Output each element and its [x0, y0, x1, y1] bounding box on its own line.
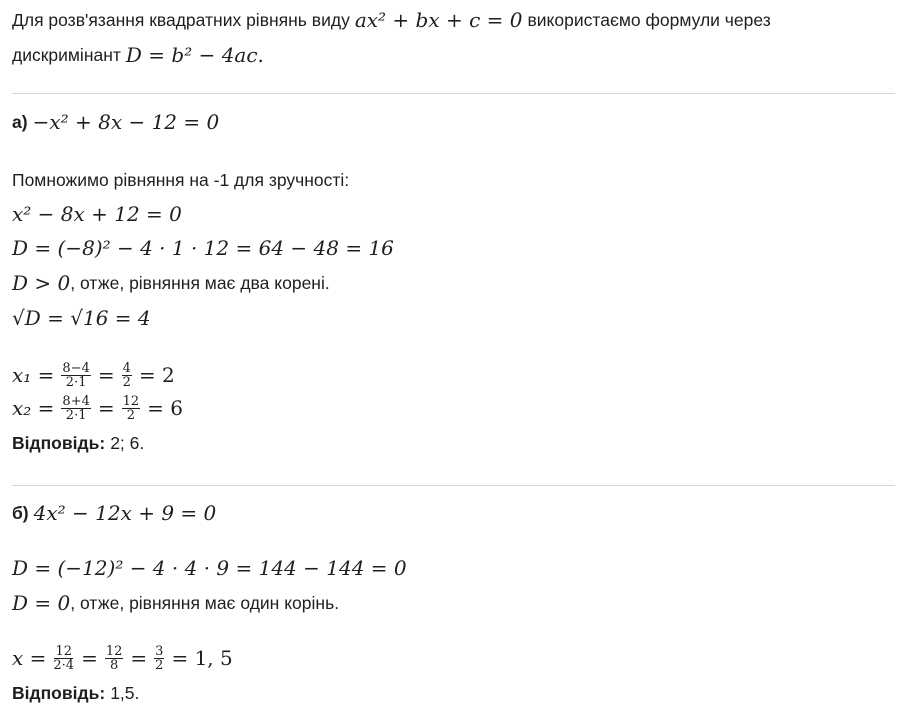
- note: [12, 165, 349, 195]
- root-x2: [12, 393, 183, 423]
- fraction: $\frac{3}{2}$: [155, 643, 164, 673]
- intro-line-1: [12, 5, 771, 35]
- part-b-header: [12, 498, 216, 528]
- intro-text: використаємо формули через: [527, 9, 771, 30]
- equals: =: [97, 363, 115, 387]
- answer-b: [12, 678, 139, 708]
- root-label: x₁ =: [12, 363, 55, 387]
- fraction: $\frac{12}{2\cdot 4}$: [53, 643, 75, 673]
- intro-line-2: [12, 40, 264, 70]
- answer-label: Відповідь:: [12, 682, 106, 703]
- intro-text: Для розв'язання квадратних рівнянь виду: [12, 9, 350, 30]
- condition-text: , отже, рівняння має один корінь.: [70, 592, 340, 613]
- condition: D = 0: [12, 591, 71, 615]
- fraction: $\frac{12}{8}$: [105, 643, 123, 673]
- equals: =: [97, 396, 115, 420]
- fraction: $\frac{8+4}{2\cdot 1}$: [62, 393, 90, 423]
- sqrt-line: [12, 303, 151, 333]
- equals: =: [130, 646, 148, 670]
- discriminant: D = (−8)² − 4 · 1 · 12 = 64 − 48 = 16: [12, 236, 394, 260]
- root-x1: [12, 360, 175, 390]
- sqrt-discriminant: √D = √16 = 4: [12, 306, 151, 330]
- root-x: [12, 643, 233, 673]
- fraction: $\frac{4}{2}$: [122, 360, 131, 390]
- equation: −x² + 8x − 12 = 0: [32, 110, 220, 134]
- condition-text: , отже, рівняння має два корені.: [70, 272, 330, 293]
- root-label: x =: [12, 646, 47, 670]
- divider: [12, 93, 895, 94]
- divider: [12, 485, 895, 486]
- discriminant: D = (−12)² − 4 · 4 · 9 = 144 − 144 = 0: [12, 556, 407, 580]
- part-label: б): [12, 502, 29, 523]
- discriminant-line: [12, 553, 407, 583]
- root-label: x₂ =: [12, 396, 55, 420]
- discriminant-formula: D = b² − 4ac.: [125, 43, 264, 67]
- result: = 1, 5: [171, 646, 233, 670]
- condition-line: [12, 588, 339, 618]
- condition-line: [12, 268, 330, 298]
- result: = 6: [147, 396, 184, 420]
- answer-value: 1,5.: [110, 682, 140, 703]
- equation-line: [12, 199, 182, 229]
- answer-value: 2; 6.: [110, 432, 145, 453]
- equation: 4x² − 12x + 9 = 0: [33, 501, 217, 525]
- result: = 2: [138, 363, 175, 387]
- part-label: а): [12, 111, 28, 132]
- discriminant-line: [12, 233, 394, 263]
- note-text: Помножимо рівняння на -1 для зручності:: [12, 169, 350, 190]
- condition: D > 0: [12, 271, 71, 295]
- equals: =: [81, 646, 98, 670]
- equation: x² − 8x + 12 = 0: [12, 202, 182, 226]
- part-a-header: [12, 107, 219, 137]
- general-equation: ax² + bx + c = 0: [354, 8, 523, 32]
- intro-text: дискримінант: [12, 44, 121, 65]
- answer-label: Відповідь:: [12, 432, 106, 453]
- fraction: $\frac{8-4}{2\cdot 1}$: [62, 360, 90, 390]
- answer-a: [12, 428, 144, 458]
- fraction: $\frac{12}{2}$: [122, 393, 140, 423]
